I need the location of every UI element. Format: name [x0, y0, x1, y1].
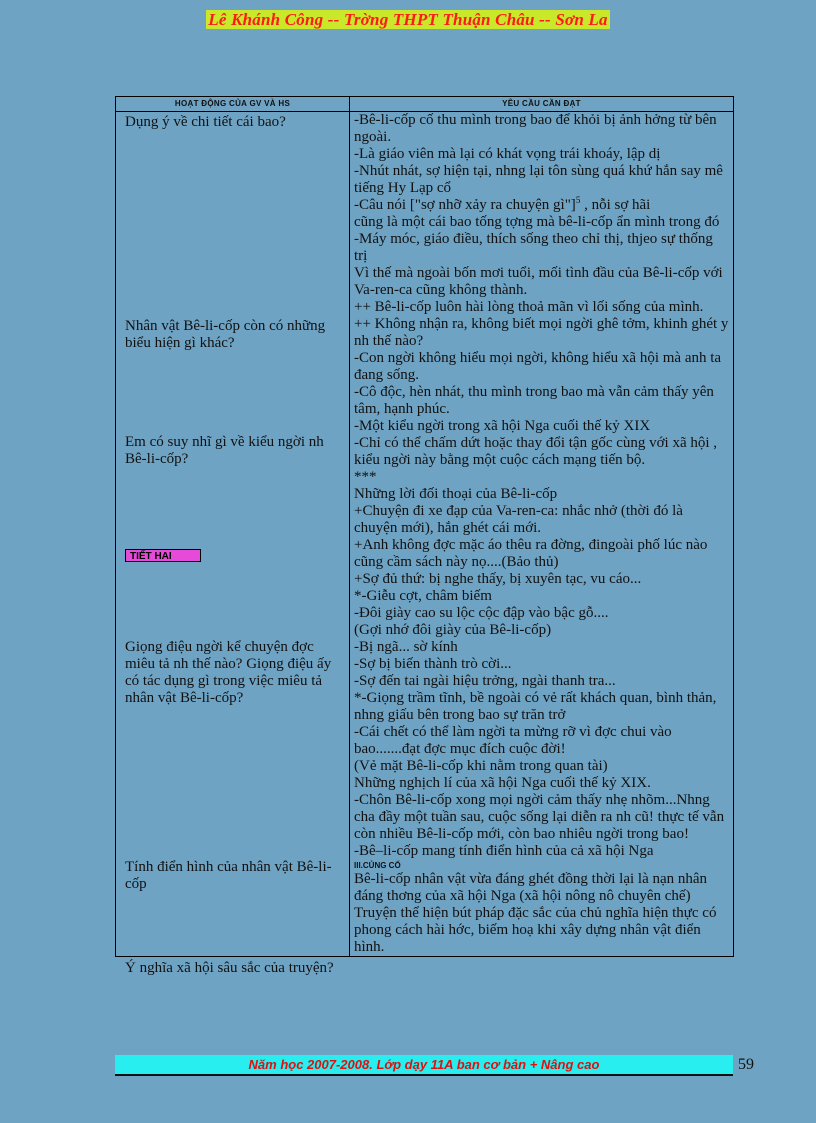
requirements-column: [350, 112, 734, 957]
answer-line: -Là giáo viên mà lại có khát vọng trái khoáy, lập dị: [354, 146, 661, 162]
answer-line: +Sợ đủ thứ: bị nghe thấy, bị xuyên tạc, vu cáo...: [354, 571, 642, 587]
answer-line: -Máy móc, giáo điều, thích sống theo chỉ thị, thjeo sự thống trị: [354, 231, 713, 264]
answer-line: (Gợi nhớ đôi giày của Bê-li-cốp): [354, 622, 552, 638]
col2-header: YÊU CẦU CẦN ĐẠT: [350, 97, 734, 112]
page-footer: Năm học 2007-2008. Lớp dạy 11A ban cơ bản + Nâng cao: [115, 1055, 733, 1076]
answer-line: -Sợ đến tai ngài hiệu trởng, ngài thanh tra...: [354, 673, 616, 689]
answer-line: -Bê-li-cốp cố thu mình trong bao để khỏi bị ảnh hởng từ bên ngoài.: [354, 112, 717, 145]
answer-line: cũng là một cái bao tống tợng mà bê-li-cốp ẩn mình trong đó: [354, 214, 720, 230]
quote-text: -Câu nói ["sợ nhỡ xảy ra chuyện gì"]: [354, 197, 576, 213]
answer-line: -Chỉ có thể chấm dứt hoặc thay đổi tận gốc cùng với xã hội , kiểu ngời này bằng một cuộc cách mạng tiến bộ.: [354, 435, 718, 468]
question-6: Ý nghĩa xã hội sâu sắc của truyện?: [125, 960, 334, 976]
answer-line: -Con ngời không hiểu mọi ngời, không hiểu xã hội mà anh ta đang sống.: [354, 350, 722, 383]
lesson-table: [115, 96, 734, 976]
answer-line: +Chuyện đi xe đạp của Va-ren-ca: nhắc nhở (thời đó là chuyện mới), hắn ghét cái mới.: [354, 503, 683, 536]
summary-heading: III.CỦNG CỐ: [354, 861, 401, 870]
quote-continuation: , nỗi sợ hãi: [580, 197, 651, 213]
answer-line: Những lời đối thoại của Bê-li-cốp: [354, 486, 558, 502]
answer-line: *-Giễu cợt, châm biếm: [354, 588, 492, 604]
page-header: [0, 10, 816, 30]
summary-line: Truyện thể hiện bút pháp đặc sắc của chủ nghĩa hiện thực có phong cách hài hớc, biếm hoạ khi xây dựng nhân vật điển hình.: [354, 905, 717, 955]
answer-line: -Bê–li-cốp mang tính điển hình của cả xã hội Nga: [354, 843, 654, 859]
answer-line: -Sợ bị biến thành trò cời...: [354, 656, 512, 672]
answer-line: -Nhút nhát, sợ hiện tại, nhng lại tôn sùng quá khứ hắn say mê tiếng Hy Lạp cổ: [354, 163, 723, 196]
question-3: Em có suy nhĩ gì về kiểu ngời nh Bê-li-cốp?: [125, 434, 324, 467]
header-text: Lê Khánh Công -- Trờng THPT Thuận Châu -- Sơn La: [208, 10, 608, 29]
answer-line: -Cái chết có thể làm ngời ta mừng rỡ vì đợc chui vào bao.......đạt đợc mục đích cuộc đời!: [354, 724, 672, 757]
answer-line: (Vẻ mặt Bê-li-cốp khi nằm trong quan tài): [354, 758, 608, 774]
answer-line: -Đôi giày cao su lộc cộc đập vào bậc gỗ....: [354, 605, 609, 621]
footnote-mark: 5: [575, 195, 581, 205]
question-2: Nhân vật Bê-li-cốp còn có những biểu hiện gì khác?: [125, 318, 326, 351]
answer-line: -Chôn Bê-li-cốp xong mọi ngời cảm thấy nhẹ nhõm...Nhng cha đầy một tuần sau, cuộc sống lại diễn ra nh cũ! thực tế vẫn còn nhiều Bê-li-cốp mới, còn bao nhiêu ngời trong bao!: [354, 792, 725, 842]
question-5: Tính điển hình của nhân vật Bê-li-cốp: [125, 859, 332, 892]
answer-line: -Bị ngã... sờ kính: [354, 639, 458, 655]
answer-line: *-Giọng trầm tĩnh, bề ngoài có vẻ rất khách quan, bình thản, nhng giấu bên trong bao sự trăn trở: [354, 690, 717, 723]
summary-line: Bê-li-cốp nhân vật vừa đáng ghét đồng thời lại là nạn nhân đáng thơng của xã hội Nga (xã hội nông nô chuyên chế): [354, 871, 708, 904]
separator-stars: ***: [354, 469, 377, 485]
answer-line: -Cô độc, hèn nhát, thu mình trong bao mà vẫn cảm thấy yên tâm, hạnh phúc.: [354, 384, 714, 417]
answer-line: ++ Bê-li-cốp luôn hài lòng thoả mãn vì lối sống của mình.: [354, 299, 704, 315]
answer-line: +Anh không đợc mặc áo thêu ra đờng, đingoài phố lúc nào cũng cầm sách này nọ....(Bảo thủ): [354, 537, 708, 570]
answer-line: -Một kiểu ngời trong xã hội Nga cuối thế kỷ XIX: [354, 418, 651, 434]
col1-header: HOẠT ĐỘNG CỦA GV VÀ HS: [116, 97, 350, 112]
answer-line: Vì thế mà ngoài bốn mơi tuổi, mối tình đầu của Bê-li-cốp với Va-ren-ca cũng không thành.: [354, 265, 723, 298]
section-tag-tiet-hai: TIẾT HAI: [125, 549, 201, 562]
answer-line: Những nghịch lí của xã hội Nga cuối thế kỷ XIX.: [354, 775, 651, 791]
page-number: 59: [738, 1056, 754, 1073]
question-4: Giọng điệu ngời kể chuyện đợc miêu tả nh thế nào? Giọng điệu ấy có tác dụng gì trong việc miêu tả nhân vật Bê-li-cốp?: [125, 639, 332, 706]
activity-column: [116, 112, 350, 976]
answer-line: ++ Không nhận ra, không biết mọi ngời ghê tởm, khinh ghét y nh thế nào?: [354, 316, 729, 349]
question-1: Dụng ý về chi tiết cái bao?: [125, 114, 286, 130]
answer-line: [354, 197, 729, 214]
